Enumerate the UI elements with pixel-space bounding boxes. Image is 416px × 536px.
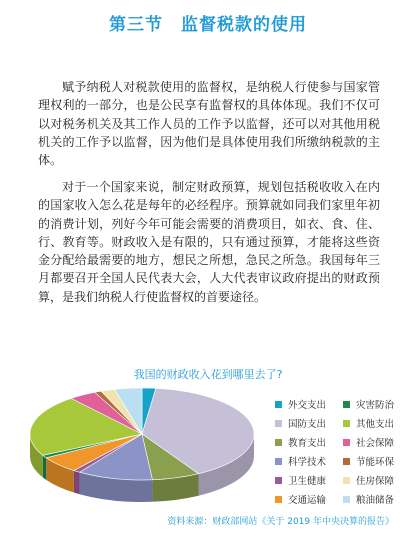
legend-item	[343, 397, 394, 411]
legend-swatch	[275, 477, 282, 484]
legend-swatch	[343, 420, 350, 427]
legend-swatch	[275, 401, 282, 408]
legend-label: 节能环保	[356, 457, 395, 468]
legend-item	[343, 492, 394, 506]
legend-item	[343, 416, 394, 430]
legend-label: 科学技术	[288, 457, 327, 468]
paragraph-2: 对于一个国家来说，制定财政预算，规划包括税收收入在内的国家收入怎么花是每年的必经程序。预算就如同我们家里年初的消费计划，列好今年可能会需要的消费项目，如衣、食、住、行、教育等。财政收入是有限的，只有通过预算，才能将这些资金分配给最需要的地方，想民之所想，急民之所急。我国每年三月都要召开全国人民代表大会，人大代表审议政府提出的财政预算，是我们纳税人行使监督权的首要途径。	[38, 180, 380, 304]
legend-label: 教育支出	[288, 438, 327, 449]
legend-item	[275, 492, 326, 506]
pie-side-灾害防治	[43, 455, 46, 479]
legend-label: 灾害防治	[356, 400, 395, 411]
legend-swatch	[343, 439, 350, 446]
legend-label: 其他支出	[356, 419, 395, 430]
legend-item	[343, 473, 394, 487]
legend-swatch	[275, 458, 282, 465]
legend-item	[275, 416, 326, 430]
source-note: 资料来源：财政部网站《关于 2019 年中央决算的报告》	[167, 517, 394, 527]
legend-item	[275, 473, 326, 487]
legend-label: 国防支出	[288, 419, 327, 430]
legend-swatch	[275, 420, 282, 427]
legend-swatch	[275, 496, 282, 503]
paragraph-1: 赋予纳税人对税款使用的监督权，是纳税人行使参与国家管理权利的一部分，也是公民享有监督权的具体体现。我们不仅可以对税务机关及其工作人员的工作予以监督，还可以对其他用税机关的工作予以监督，因为他们是具体使用我们所缴纳税款的主体。	[38, 80, 380, 168]
legend-label: 住房保障	[356, 476, 395, 487]
chart-title: 我国的财政收入花到哪里去了?	[133, 368, 283, 381]
legend-item	[275, 435, 326, 449]
legend-label: 外交支出	[288, 400, 327, 411]
legend-label: 卫生健康	[288, 476, 327, 487]
legend-label: 交通运输	[288, 495, 327, 506]
legend-item	[275, 454, 326, 468]
legend-swatch	[343, 496, 350, 503]
legend-item	[343, 454, 394, 468]
section-title: 第三节 监督税款的使用	[109, 15, 307, 35]
expenditure-pie-chart	[22, 384, 262, 514]
legend-swatch	[343, 477, 350, 484]
legend-label: 粮油储备	[356, 495, 395, 506]
legend-label: 社会保障	[356, 438, 395, 449]
legend-item	[343, 435, 394, 449]
legend-swatch	[343, 401, 350, 408]
legend-swatch	[275, 439, 282, 446]
legend-swatch	[343, 458, 350, 465]
pie-side-卫生健康	[74, 471, 80, 495]
legend-item	[275, 397, 326, 411]
